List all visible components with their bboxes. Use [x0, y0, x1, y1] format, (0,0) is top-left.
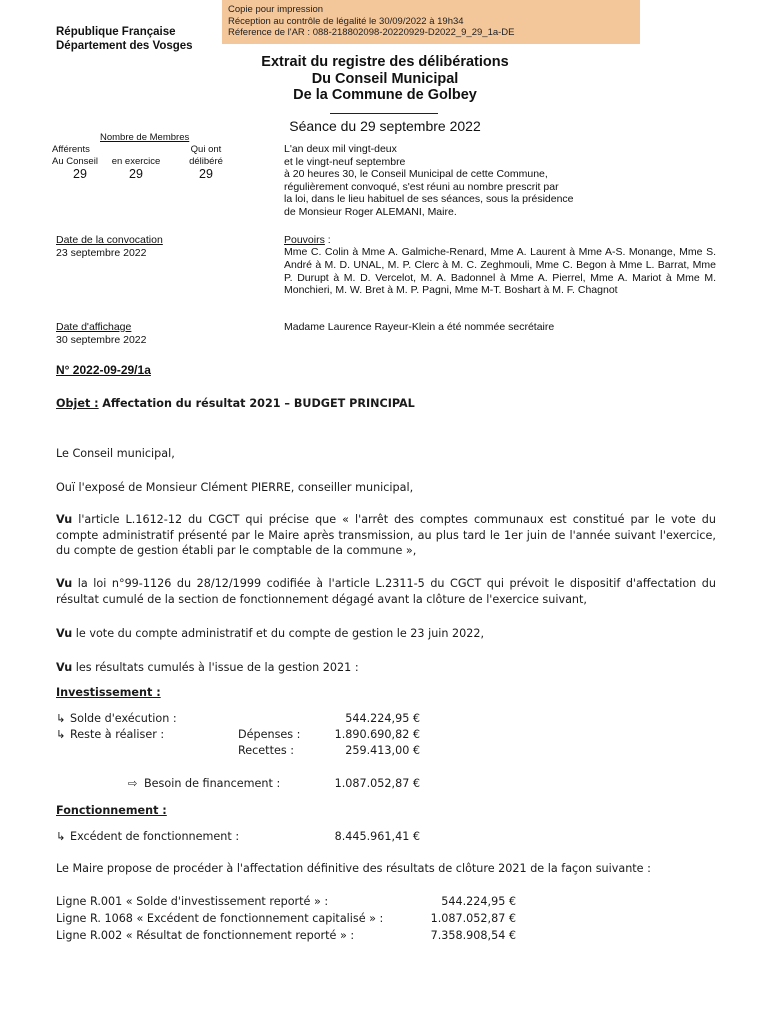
objet-line	[56, 396, 415, 412]
proposition-line: Le Maire propose de procéder à l'affectation définitive des résultats de clôture 2021 de la façon suivante :	[56, 862, 651, 875]
departement-label: Département des Vosges	[56, 40, 193, 52]
members-col-exercice	[108, 144, 164, 180]
hook-arrow-icon: ↳	[56, 712, 66, 725]
intro-line: et le vingt-neuf septembre	[284, 155, 406, 168]
investissement-title: Investissement :	[56, 686, 161, 699]
members-col-value: 29	[73, 167, 87, 181]
vu-paragraph-3	[56, 626, 716, 642]
recettes-label: Recettes :	[238, 744, 294, 757]
intro-line: L'an deux mil vingt-deux	[284, 143, 397, 155]
stamp-line-1: Copie pour impression	[228, 4, 324, 15]
hook-arrow-icon: ↳	[56, 728, 66, 741]
title-line-3: De la Commune de Golbey	[293, 87, 477, 103]
depenses-value: 1.890.690,82 €	[334, 728, 420, 741]
members-col-label: Au Conseil	[52, 156, 98, 167]
ligne-value: 1.087.052,87 €	[430, 912, 516, 925]
members-col-afferents	[52, 144, 108, 180]
right-arrow-icon: ⇨	[128, 777, 138, 790]
pouvoirs-label: Pouvoirs	[284, 234, 325, 246]
excedent-value: 8.445.961,41 €	[334, 830, 420, 843]
vu-paragraph-4	[56, 660, 716, 676]
intro-line: de Monsieur Roger ALEMANI, Maire.	[284, 205, 457, 218]
oui-line: Ouï l'exposé de Monsieur Clément PIERRE, conseiller municipal,	[56, 481, 414, 494]
besoin-row	[56, 776, 536, 792]
ligne-value: 544.224,95 €	[441, 895, 516, 908]
pouvoirs-text: Mme C. Colin à Mme A. Galmiche-Renard, Mme A. Laurent à Mme A-S. Monange, Mme S. André à M. D. UNAL, M. P. Clerc à M. C. Zeghmouli, Mme C. Begon à Mme L. Barrat, Mme P. Durupt à M. D. Vercelot, M. A. Badonnel à Mme A. Pierrel, Mme A. Mariot à Mme M. Monchieri, M. W. Bret à M. P. Pagni, Mme M-T. Boshart à M. F. Chagnot	[284, 246, 716, 297]
convocation-label: Date de la convocation	[56, 234, 163, 246]
title-line-2: Du Conseil Municipal	[311, 70, 459, 87]
deliberation-number: N° 2022-09-29/1a	[56, 363, 151, 377]
vu-text: l'article L.1612-12 du CGCT qui précise que « l'arrêt des comptes communaux est constitué par le vote du compte administratif présenté par le Maire après transmission, au plus tard le 1er juin de l'année suivant l'exercice, du compte de gestion établi par le comptable de la commune »,	[56, 513, 716, 557]
reste-label: Reste à réaliser :	[70, 728, 165, 741]
ligne-label: Ligne R.001 « Solde d'investissement reporté » :	[56, 895, 329, 908]
besoin-label: Besoin de financement :	[144, 777, 281, 790]
meeting-intro	[284, 143, 724, 218]
ligne-label: Ligne R.002 « Résultat de fonctionnement reporté » :	[56, 929, 355, 942]
vu-paragraph-1	[56, 512, 716, 559]
vu-text: la loi n°99-1126 du 28/12/1999 codifiée à l'article L.2311-5 du CGCT qui prévoit le dispositif d'affectation du résultat cumulé de la section de fonctionnement dégagé avant la clôture de l'exercice suivant,	[56, 577, 716, 606]
stamp-line-2: Réception au contrôle de légalité le 30/09/2022 à 19h34	[228, 15, 464, 27]
convocation-block	[56, 234, 163, 259]
reste-row	[56, 727, 536, 743]
members-col-label	[108, 144, 164, 156]
vu-text: le vote du compte administratif et du compte de gestion le 23 juin 2022,	[75, 627, 485, 640]
convocation-date: 23 septembre 2022	[56, 246, 147, 259]
besoin-value: 1.087.052,87 €	[334, 777, 420, 790]
vu-word: Vu	[56, 661, 73, 674]
solde-label: Solde d'exécution :	[70, 712, 177, 725]
intro-line: régulièrement convoqué, s'est réuni au nombre prescrit par	[284, 180, 559, 193]
pouvoirs-heading: Pouvoirs :	[284, 234, 331, 246]
members-col-label: Afférents	[52, 144, 90, 155]
ligne-row	[56, 928, 516, 944]
members-col-label: délibéré	[189, 156, 223, 167]
objet-label: Objet :	[56, 397, 99, 410]
vu-word: Vu	[56, 627, 73, 640]
objet-text: Affectation du résultat 2021 – BUDGET PRINCIPAL	[102, 397, 415, 410]
fonctionnement-title: Fonctionnement :	[56, 804, 167, 817]
republique-label: République Française	[56, 26, 176, 38]
ligne-row	[56, 894, 516, 910]
title-divider	[330, 113, 438, 114]
vu-word: Vu	[56, 577, 73, 590]
members-col-label: Qui ont	[190, 144, 222, 155]
title-line-1: Extrait du registre des délibérations	[261, 54, 509, 70]
hook-arrow-icon: ↳	[56, 830, 66, 843]
depenses-label: Dépenses :	[238, 728, 301, 741]
intro-line: à 20 heures 30, le Conseil Municipal de cette Commune,	[284, 168, 548, 180]
excedent-row	[56, 829, 536, 845]
excedent-label: Excédent de fonctionnement :	[70, 830, 240, 843]
ligne-label: Ligne R. 1068 « Excédent de fonctionnement capitalisé » :	[56, 912, 384, 925]
affichage-block	[56, 321, 146, 346]
members-col-value: 29	[129, 167, 143, 181]
members-col-label: en exercice	[111, 156, 161, 167]
seance-date: Séance du 29 septembre 2022	[289, 118, 481, 134]
affichage-label: Date d'affichage	[56, 321, 132, 333]
issuer-header	[56, 25, 193, 53]
vu-word: Vu	[56, 513, 73, 526]
members-col-value: 29	[199, 167, 213, 181]
recettes-row	[56, 743, 536, 759]
conseil-line: Le Conseil municipal,	[56, 447, 175, 460]
members-col-delibere	[178, 144, 234, 180]
ligne-value: 7.358.908,54 €	[430, 929, 516, 942]
vu-paragraph-2	[56, 576, 716, 607]
document-title	[200, 54, 570, 104]
members-title: Nombre de Membres	[100, 132, 190, 143]
intro-line: la loi, dans le lieu habituel de ses séances, sous la présidence	[284, 193, 574, 205]
vu-text: les résultats cumulés à l'issue de la gestion 2021 :	[75, 661, 359, 674]
recettes-value: 259.413,00 €	[345, 744, 420, 757]
secretaire-text: Madame Laurence Rayeur-Klein a été nommée secrétaire	[284, 321, 555, 333]
legality-stamp	[222, 0, 640, 44]
solde-row	[56, 711, 536, 727]
ligne-row	[56, 911, 516, 927]
solde-value: 544.224,95 €	[345, 712, 420, 725]
stamp-line-3: Réference de l'AR : 088-218802098-20220929-D2022_9_29_1a-DE	[228, 27, 515, 38]
affichage-date: 30 septembre 2022	[56, 333, 147, 346]
